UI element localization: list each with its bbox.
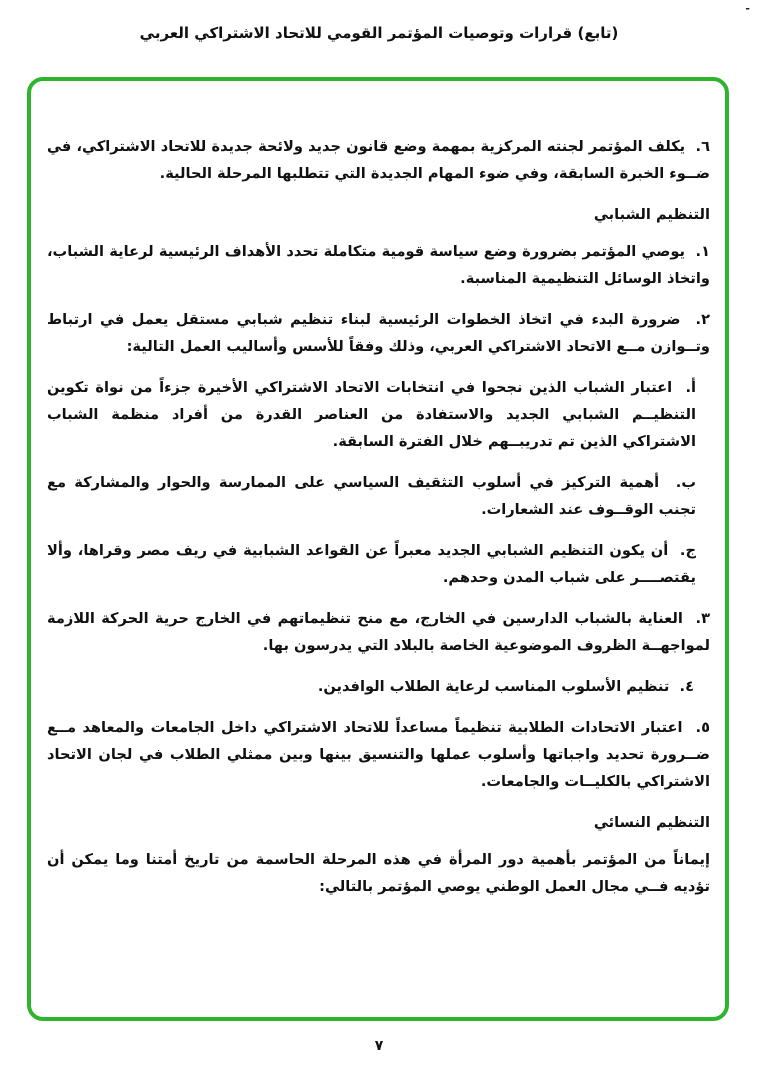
item-text: ضرورة البدء في اتخاذ الخطوات الرئيسية لبناء تنظيم شبابي مستقل يعمل في ارتباط وتــوازن مــع الاتحاد الاشتراكي العربي، وذلك وفقاً للأسس وأساليب العمل التالية: <box>47 311 710 355</box>
item-marker: ج. <box>679 542 696 559</box>
list-item <box>47 133 710 187</box>
list-item <box>47 714 710 795</box>
item-marker: ٦. <box>695 138 710 155</box>
page-title: (تابع) قرارات وتوصيات المؤتمر القومي للاتحاد الاشتراكي العربي <box>139 24 619 42</box>
item-text: العناية بالشباب الدارسين في الخارج، مع منح تنظيماتهم في الخارج حرية الحركة اللازمة لمواجهــة الظروف الموضوعية الخاصة بالبلاد التي يدرسون بها. <box>47 610 710 654</box>
corner-mark: - <box>745 2 750 15</box>
list-item <box>47 469 710 523</box>
paragraph: إيماناً من المؤتمر بأهمية دور المرأة في هذه المرحلة الحاسمة من تاريخ أمتنا وما يمكن أن تؤديه فــي مجال العمل الوطني يوصي المؤتمر بالتالي: <box>47 851 710 895</box>
list-item <box>47 374 710 455</box>
list-item <box>47 537 710 591</box>
item-text: يوصي المؤتمر بضرورة وضع سياسة قومية متكاملة تحدد الأهداف الرئيسية لرعاية الشباب، واتخاذ الوسائل التنظيمية المناسبة. <box>47 243 710 287</box>
item-text: اعتبار الشباب الذين نجحوا في انتخابات الاتحاد الاشتراكي الأخيرة جزءاً من نواة تكوين التنظيــم الشبابي الجديد والاستفادة من العناصر القدرة من أفراد منظمة الشباب الاشتراكي الذين تم تدريبــهم خلال الفترة السابقة. <box>47 379 696 450</box>
list-item <box>47 238 710 292</box>
item-text: اعتبار الاتحادات الطلابية تنظيماً مساعداً للاتحاد الاشتراكي داخل الجامعات والمعاهد مــع ضــرورة تحديد واجباتها وأسلوب عملها والتنسيق بينها وبين ممثلي الطلاب في لجان الاتحاد الاشتراكي بالكليــات والجامعات. <box>47 719 710 790</box>
list-item <box>47 673 710 700</box>
section-heading: التنظيم الشبابي <box>593 206 710 223</box>
item-marker: ٣. <box>695 610 710 627</box>
list-item <box>47 306 710 360</box>
item-marker: أ. <box>685 379 696 396</box>
item-text: أن يكون التنظيم الشبابي الجديد معبراً عن القواعد الشبابية في ريف مصر وقراها، وألا يقتصــــر على شباب المدن وحدهم. <box>47 542 696 586</box>
section-heading: التنظيم النسائي <box>593 814 710 831</box>
item-text: أهمية التركيز في أسلوب التثقيف السياسي على الممارسة والحوار والمشاركة مع تجنب الوقــوف عند الشعارات. <box>47 474 696 518</box>
item-marker: ٢. <box>695 311 710 328</box>
item-text: يكلف المؤتمر لجنته المركزية بمهمة وضع قانون جديد ولائحة جديدة للاتحاد الاشتراكي، في ضــوء الخبرة السابقة، وفي ضوء المهام الجديدة التي تتطلبها المرحلة الحالية. <box>47 138 710 182</box>
item-marker: ب. <box>675 474 696 491</box>
list-item <box>47 605 710 659</box>
document-body <box>47 133 710 914</box>
page-number: ٧ <box>374 1038 384 1054</box>
item-marker: ٥. <box>695 719 710 736</box>
item-marker: ١. <box>695 243 710 260</box>
item-text: تنظيم الأسلوب المناسب لرعاية الطلاب الوافدين. <box>317 678 670 695</box>
item-marker: ٤. <box>679 678 694 695</box>
